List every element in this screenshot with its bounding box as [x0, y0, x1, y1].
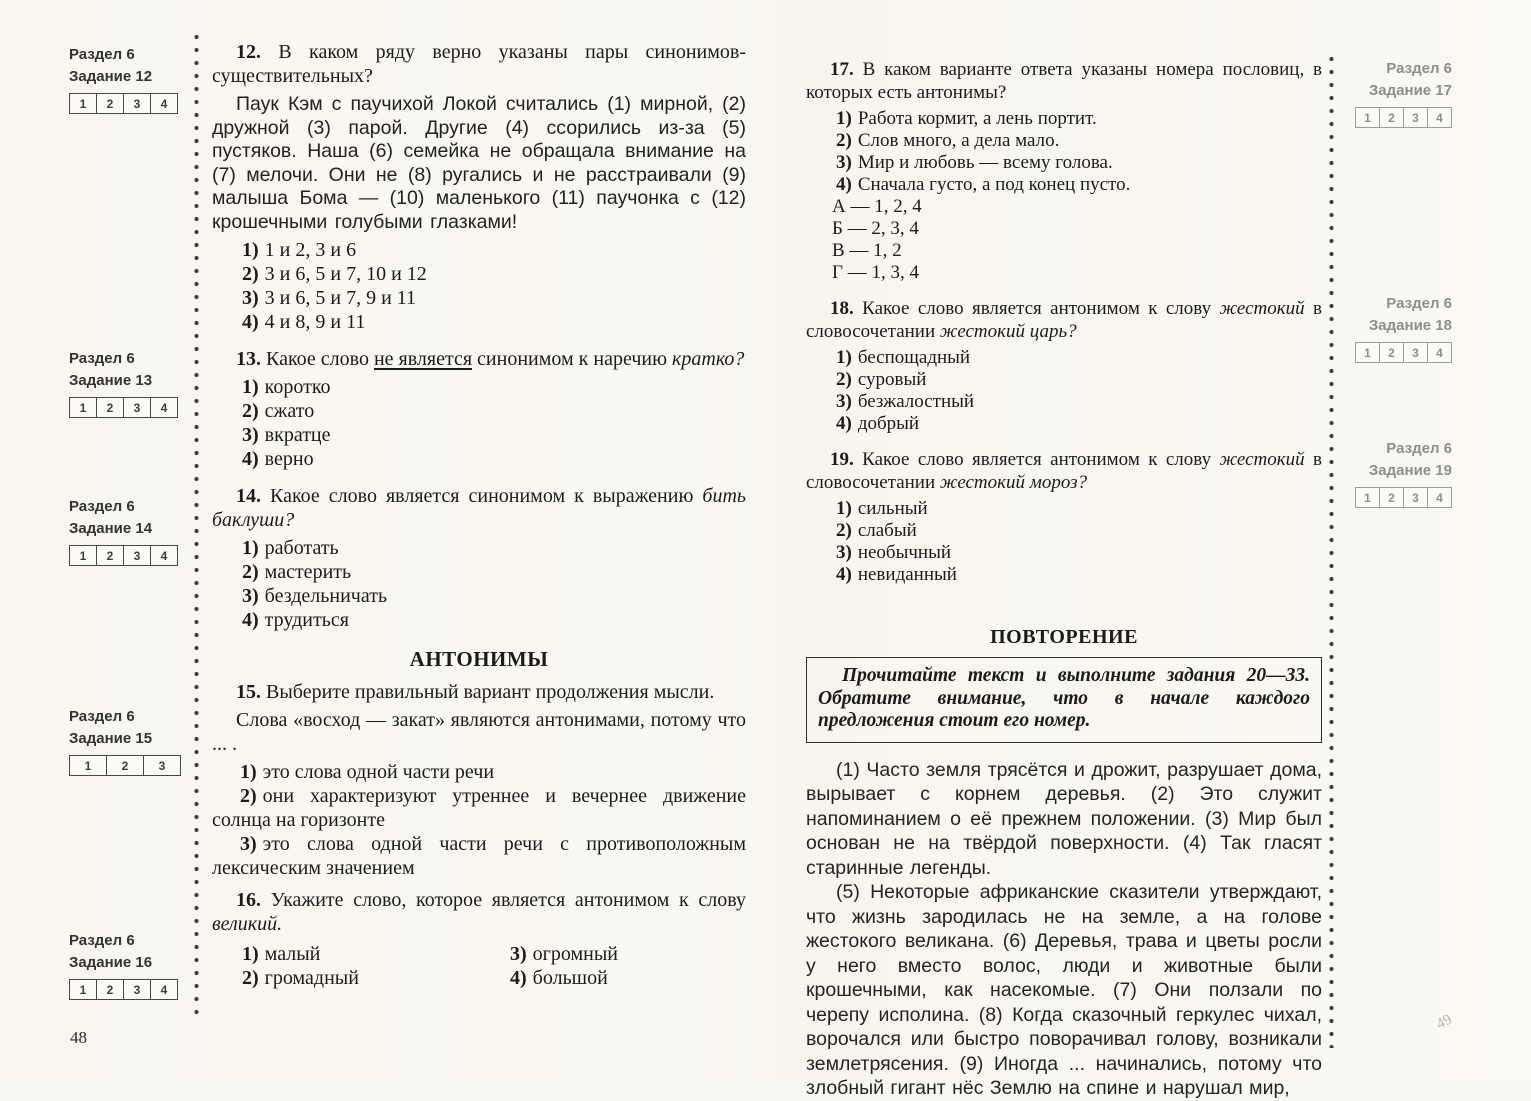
task-number: 14.: [236, 485, 261, 507]
task-16-options: [212, 938, 746, 990]
answer-grid-12: [69, 93, 178, 114]
answer-option: 1) работать: [242, 537, 339, 559]
answer-cell: 3: [123, 94, 150, 113]
task-17-stem: 17. В каком варианте ответа указаны номера пословиц, в которых есть антонимы?: [806, 59, 1323, 103]
answer-cell: 2: [106, 756, 143, 775]
answer-grid-17: [1355, 107, 1452, 128]
answer-option: 3) необычный: [836, 542, 952, 563]
task-17-letter-options: [806, 196, 1322, 284]
margin-task-label: Задание 19: [1368, 462, 1452, 479]
task-15: [212, 680, 746, 880]
answer-option: 1) Работа кормит, а лень портит.: [836, 108, 1097, 129]
letter-option: Г — 1, 3, 4: [832, 262, 919, 283]
margin-section-label: Раздел 6: [69, 932, 135, 949]
answer-grid-13: [69, 397, 178, 418]
margin-section-label: Раздел 6: [69, 708, 135, 725]
margin-task-label: Задание 14: [69, 520, 153, 537]
italic-term: кратко?: [672, 348, 745, 370]
margin-section-label: Раздел 6: [69, 350, 135, 367]
options-column-2: [510, 942, 746, 990]
answer-cell: 1: [84, 758, 92, 773]
answer-cell: 1: [1364, 110, 1371, 125]
task-15-options: [212, 760, 746, 880]
task-12-stem: 12. В каком ряду верно указаны пары синонимов-существительных?: [212, 41, 746, 87]
margin-block-task-14: [69, 496, 191, 566]
margin-block-task-19: [1342, 438, 1452, 508]
task-number: 15.: [236, 681, 261, 703]
answer-option: 1) сильный: [836, 498, 928, 519]
page-number-left: 48: [70, 1028, 87, 1047]
answer-option: 3) 3 и 6, 5 и 7, 9 и 11: [242, 287, 417, 309]
answer-option: 3) это слова одной части речи с противоположным лексическим значением: [212, 833, 746, 879]
options-column-1: [212, 942, 510, 990]
answer-cell: 3: [1403, 108, 1427, 127]
task-14: [212, 484, 746, 632]
italic-term: жестокий царь?: [939, 321, 1077, 342]
answer-option: 2) мастерить: [242, 561, 352, 583]
answer-option: 1) беспощадный: [836, 347, 971, 368]
answer-option: 4) верно: [242, 448, 314, 470]
answer-option: 4) добрый: [836, 413, 920, 434]
reading-paragraph-2: (5) Некоторые африканские сказители утверждают, что жизнь зародилась не на земле, а на голове жестокого великана. (6) Деревья, трава и цветы росли у него вместо волос, люди и животные были крошечными, как насекомые. (7) Они ползали по черепу исполина. (8) Когда сказочный геркулес чихал, ворочался или быстро поворачивал голову, возникали землетрясения. (9) Иногда ... начинались, потому что злобный гигант нёс Землю на спине и нарушал мир,: [806, 881, 1322, 1099]
margin-task-label: Задание 16: [69, 954, 153, 971]
margin-section-label: Раздел 6: [69, 498, 135, 515]
task-13: [212, 347, 746, 471]
instruction-box: Прочитайте текст и выполните задания 20—33. Обратите внимание, что в начале каждого предложения стоит его номер.: [806, 657, 1322, 743]
letter-option: В — 1, 2: [832, 240, 902, 261]
task-12-source-text: Паук Кэм с паучихой Локой считались (1) мирной, (2) дружной (3) парой. Другие (4) ссорились из-за (5) пустяков. Наша (6) семейка не обращала внимание на (7) мелочи. Они не (8) ругались и не расстраивали (9) малыша Бома — (10) маленького (11) паучонка с (12) крошечными голубыми глазками!: [212, 93, 746, 233]
margin-section-label: Раздел 6: [1386, 60, 1452, 77]
answer-cell: 3: [1403, 488, 1427, 507]
answer-cell: 2: [96, 398, 123, 417]
answer-cell: 4: [1427, 343, 1451, 362]
task-18-stem: 18. Какое слово является антонимом к слову жестокий в словосочетании жестокий царь?: [806, 298, 1322, 342]
margin-task-label: Задание 13: [69, 372, 153, 389]
answer-cell: 2: [1379, 108, 1403, 127]
answer-grid-15: [69, 755, 181, 776]
task-19: [806, 448, 1322, 586]
margin-task-label: Задание 18: [1368, 317, 1452, 334]
answer-option: 2) Слов много, а дела мало.: [836, 130, 1060, 151]
answer-cell: 2: [96, 980, 123, 999]
task-19-options: [806, 498, 1322, 586]
task-12: [212, 40, 746, 334]
answer-option: 2) слабый: [836, 520, 917, 541]
task-number: 17.: [830, 59, 854, 80]
answer-option: 2) суровый: [836, 369, 927, 390]
task-number: 16.: [236, 889, 261, 911]
task-number: 19.: [830, 449, 854, 470]
answer-cell: 2: [96, 546, 123, 565]
task-number: 12.: [236, 41, 261, 63]
answer-cell: 1: [1364, 490, 1371, 505]
answer-cell: 4: [1427, 108, 1451, 127]
task-16: [212, 888, 746, 990]
answer-option: 3) огромный: [510, 943, 618, 965]
right-page-margin-divider: [1329, 56, 1334, 1048]
answer-grid-14: [69, 545, 178, 566]
italic-term: бить баклуши?: [212, 485, 747, 531]
task-13-stem: 13. Какое слово не является синонимом к наречию кратко?: [236, 348, 745, 370]
answer-cell: 4: [150, 398, 177, 417]
left-page-margin-divider: [194, 34, 199, 1016]
answer-option: 2) сжато: [242, 400, 315, 422]
letter-option: Б — 2, 3, 4: [832, 218, 919, 239]
answer-option: 2) громадный: [242, 967, 359, 989]
answer-option: 4) трудиться: [242, 609, 349, 631]
task-17-options: [806, 108, 1322, 196]
answer-cell: 3: [1403, 343, 1427, 362]
answer-option: 4) Сначала густо, а под конец пусто.: [836, 174, 1131, 195]
task-15-stem: 15. Выберите правильный вариант продолжения мысли.: [236, 681, 715, 703]
answer-option: 1) 1 и 2, 3 и 6: [242, 239, 357, 261]
underlined-phrase: не является: [373, 348, 473, 370]
margin-block-task-15: [69, 706, 191, 776]
left-page-text-column: [212, 40, 746, 990]
page-number-right: 49: [1433, 1011, 1455, 1033]
answer-cell: 1: [79, 982, 87, 997]
margin-block-task-16: [69, 930, 191, 1000]
task-17: [806, 58, 1322, 284]
answer-option: 1) малый: [242, 943, 321, 965]
task-18-options: [806, 347, 1322, 435]
answer-grid-18: [1355, 342, 1452, 363]
answer-option: 2) 3 и 6, 5 и 7, 10 и 12: [242, 263, 427, 285]
margin-block-task-17: [1342, 58, 1452, 128]
answer-cell: 4: [150, 980, 177, 999]
letter-option: А — 1, 2, 4: [832, 196, 922, 217]
answer-cell: 4: [150, 546, 177, 565]
margin-block-task-18: [1342, 293, 1452, 363]
answer-cell: 2: [96, 94, 123, 113]
task-12-options: [212, 238, 746, 334]
answer-cell: 3: [123, 980, 150, 999]
margin-section-label: Раздел 6: [69, 46, 135, 63]
answer-cell: 2: [1379, 488, 1403, 507]
margin-section-label: Раздел 6: [1386, 295, 1452, 312]
answer-cell: 1: [79, 96, 87, 111]
answer-option: 2) они характеризуют утреннее и вечернее движение солнца на горизонте: [212, 785, 746, 831]
answer-grid-19: [1355, 487, 1452, 508]
margin-task-label: Задание 17: [1368, 82, 1452, 99]
answer-option: 3) безжалостный: [836, 391, 975, 412]
margin-block-task-13: [69, 348, 191, 418]
margin-section-label: Раздел 6: [1386, 440, 1452, 457]
reading-paragraph-1: (1) Часто земля трясётся и дрожит, разрушает дома, вырывает с корнем деревья. (2) Это служит напоминанием о её прежнем положении. (3) Мир был основан не на твёрдой поверхности. (4) Так гласят старинные легенды.: [806, 758, 1322, 879]
task-13-options: [212, 375, 746, 471]
section-heading-antonyms: АНТОНИМЫ: [409, 647, 549, 671]
answer-cell: 3: [123, 546, 150, 565]
margin-block-task-12: [69, 44, 191, 114]
italic-term: жестокий: [1219, 449, 1305, 470]
task-number: 13.: [236, 348, 261, 370]
task-19-stem: 19. Какое слово является антонимом к слову жестокий в словосочетании жестокий мороз?: [806, 449, 1322, 493]
answer-cell: 3: [123, 398, 150, 417]
answer-cell: 1: [1364, 345, 1371, 360]
answer-cell: 2: [1379, 343, 1403, 362]
answer-option: 3) Мир и любовь — всему голова.: [836, 152, 1113, 173]
answer-cell: 4: [150, 94, 177, 113]
task-number: 18.: [830, 298, 854, 319]
answer-cell: 1: [79, 400, 87, 415]
italic-term: жестокий мороз?: [939, 472, 1088, 493]
margin-task-label: Задание 12: [69, 68, 153, 85]
section-heading-povtorenie: ПОВТОРЕНИЕ: [990, 626, 1138, 648]
task-16-stem: 16. Укажите слово, которое является антонимом к слову великий.: [212, 889, 747, 935]
task-14-stem: 14. Какое слово является синонимом к выражению бить баклуши?: [212, 485, 747, 531]
answer-option: 4) 4 и 8, 9 и 11: [242, 311, 366, 333]
italic-term: жестокий: [1219, 298, 1305, 319]
task-18: [806, 297, 1322, 435]
right-page-text-column: [806, 58, 1322, 1101]
task-15-source-text: Слова «восход — закат» являются антонимами, потому что ... .: [212, 709, 746, 755]
answer-cell: 1: [79, 548, 87, 563]
italic-term: великий.: [212, 913, 283, 935]
task-14-options: [212, 536, 746, 632]
answer-option: 4) невиданный: [836, 564, 957, 585]
answer-grid-16: [69, 979, 178, 1000]
answer-cell: 3: [143, 756, 180, 775]
answer-option: 4) большой: [510, 967, 608, 989]
answer-option: 3) бездельничать: [242, 585, 388, 607]
answer-option: 1) это слова одной части речи: [240, 761, 495, 783]
answer-cell: 4: [1427, 488, 1451, 507]
answer-option: 1) коротко: [242, 376, 331, 398]
margin-task-label: Задание 15: [69, 730, 153, 747]
answer-option: 3) вкратце: [242, 424, 331, 446]
